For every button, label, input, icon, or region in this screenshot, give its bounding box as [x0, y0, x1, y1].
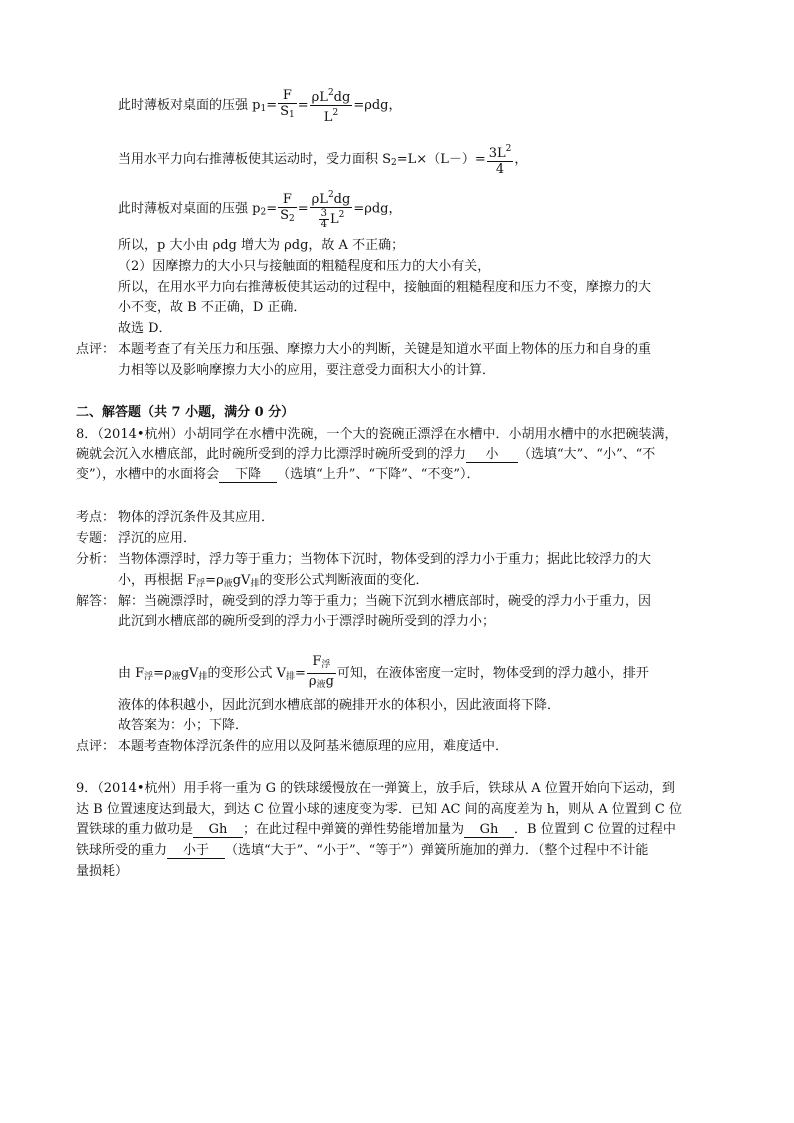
p2-eq: = — [266, 201, 278, 217]
p1-eq: = — [266, 98, 278, 113]
q8-fenxi-2 — [118, 573, 428, 592]
q8-jieda-3 — [118, 654, 649, 693]
q8-line-3-tail: （选填“上升”、“下降”、“不变”）． — [277, 467, 480, 482]
q8-dianping-label: 点评： — [76, 739, 116, 754]
q8-zhuanti: 浮沉的应用． — [118, 531, 197, 546]
comment-line-1: 本题考查了有关压力和压强、摩擦力大小的判断，关键是知道水平面上物体的压力和自身的重 — [118, 342, 652, 357]
q8-jieda-3c: gV — [180, 666, 199, 681]
area-line — [118, 142, 527, 177]
q8-jieda-3e: = — [295, 666, 306, 681]
area-frac-num-text: 3L — [488, 146, 506, 161]
q9-answer-3: 小于 — [167, 843, 225, 859]
area-fraction — [487, 142, 514, 177]
q8-fenxi-label: 分析： — [76, 552, 116, 567]
p2-frac2-num-tail: dg — [333, 192, 351, 207]
p2-frac1-den-text: S — [280, 207, 290, 223]
p1-fraction-1 — [278, 88, 297, 123]
p1-frac2-den-text: L — [323, 110, 333, 125]
q8-jieda-3-sub1: 浮 — [144, 672, 154, 682]
q8-zhuanti-label: 专题： — [76, 531, 116, 546]
q8-fenxi-2a: 小，再根据 F — [118, 573, 197, 588]
q8-vf-den-text: ρ — [308, 674, 317, 689]
q9-line-4b: （选填“大于”、“小于”、“等于”）弹簧所施加的弹力．（整个过程中不计能 — [225, 843, 649, 858]
pressure-p2-line — [118, 188, 402, 230]
p2-frac1-den-sub: 2 — [289, 213, 295, 224]
p2-four: 4 — [320, 219, 327, 230]
section-title: 二、解答题（共 7 小题，满分 0 分） — [76, 405, 295, 420]
q8-jieda-3-sub4: 排 — [286, 672, 296, 682]
q8-line-2-tail: （选填“大”、“小”、“不 — [518, 447, 656, 462]
p1-frac2-num-sup: 2 — [327, 88, 334, 98]
p2-three-quarters — [319, 209, 329, 230]
comment-line-2: 力相等以及影响摩擦力大小的应用，要注意受力面积大小的计算． — [118, 363, 496, 378]
p1-frac2-num-text: ρL — [311, 90, 328, 105]
q9-line-4 — [76, 843, 648, 859]
q8-kaodian: 物体的浮沉条件及其应用． — [118, 510, 275, 525]
q9-line-3c: ．B 位置到 C 位置的过程中 — [514, 822, 676, 837]
area-frac-num-sup: 2 — [505, 144, 512, 154]
q8-kaodian-label: 考点： — [76, 510, 116, 525]
q8-answer-2: 下降 — [219, 467, 277, 483]
q9-line-4a: 铁球所受的重力 — [76, 843, 168, 858]
p1-prefix: 此时薄板对桌面的压强 p — [118, 98, 261, 113]
q8-line-2-text: 碗就会沉入水槽底部，此时碗所受到的浮力比漂浮时碗所受到的浮力 — [76, 447, 467, 462]
friction-line-1: （2）因摩擦力的大小只与接触面的粗糙程度和压力的大小有关， — [118, 259, 491, 274]
p2-prefix: 此时薄板对桌面的压强 p — [118, 201, 261, 217]
q8-line-3 — [76, 467, 480, 483]
q8-jieda-3f: 可知，在液体密度一定时，物体受到的浮力越小，排开 — [336, 666, 649, 681]
q8-jieda-3a: 由 F — [118, 666, 145, 681]
area-sub: 2 — [391, 158, 397, 168]
q8-jieda-1: 解：当碗漂浮时，碗受到的浮力等于重力；当碗下沉到水槽底部时，碗受的浮力小于重力，因 — [118, 594, 652, 609]
q9-line-5: 量损耗） — [76, 864, 129, 879]
q8-fenxi-2-sub2: 液 — [223, 579, 233, 589]
q8-vf-den-tail: g — [325, 674, 334, 689]
q8-jieda-3d: 的变形公式 V — [207, 666, 286, 681]
p2-frac2-num — [310, 188, 353, 208]
friction-line-2: 所以，在用水平力向右推薄板使其运动的过程中，接触面的粗糙程度和压力不变，摩擦力的大 — [118, 280, 652, 295]
p1-result: =ρdg， — [353, 98, 402, 113]
friction-line-3: 小不变，故 B 不正确，D 正确． — [118, 300, 307, 315]
p2-frac2-num-sup: 2 — [327, 190, 334, 200]
q8-vf-den-sub: 液 — [316, 680, 326, 690]
q9-line-3b: ；在此过程中弹簧的弹性势能增加量为 — [243, 822, 465, 837]
p1-frac2-den-sup: 2 — [332, 108, 339, 118]
q8-fenxi-1: 当物体漂浮时，浮力等于重力；当物体下沉时，物体受到的浮力小于重力；据此比较浮力的大 — [118, 552, 652, 567]
q8-jieda-3-sub2: 液 — [171, 672, 181, 682]
p2-three: 3 — [320, 208, 327, 219]
q8-dianping: 本题考查物体浮沉条件的应用以及阿基米德原理的应用，难度适中． — [118, 739, 509, 754]
p2-frac1-den — [278, 208, 297, 227]
p1-frac1-num: F — [278, 88, 297, 104]
p2-frac2-den-sup: 2 — [338, 210, 345, 220]
q8-jieda-3-sub3: 排 — [198, 672, 208, 682]
q9-line-3 — [76, 822, 676, 838]
p1-frac1-den-text: S — [280, 104, 290, 119]
p2-fraction-1 — [278, 192, 297, 227]
q8-vf-num-sub: 浮 — [321, 660, 331, 670]
p1-frac2-num — [310, 86, 353, 106]
q8-line-2 — [76, 447, 655, 463]
q8-fenxi-2b: =ρ — [205, 573, 224, 588]
p1-frac2-den — [310, 106, 353, 125]
q8-vf-num — [307, 654, 336, 674]
q8-fenxi-2-sub3: 排 — [250, 579, 260, 589]
area-suffix: ， — [514, 152, 528, 167]
p1-sub: 1 — [260, 104, 267, 114]
p1-eq2: = — [297, 98, 309, 113]
p1-frac1-den — [278, 104, 297, 123]
q8-jieda-2: 此沉到水槽底部的碗所受到的浮力小于漂浮时碗所受到的浮力小； — [118, 614, 496, 629]
pressure-p1-line — [118, 86, 402, 125]
q8-jieda-label: 解答： — [76, 594, 116, 609]
q8-line-1: 8．（2014•杭州）小胡同学在水槽中洗碗，一个大的瓷碗正漂浮在水槽中．小胡用水槽中的水把碗装满， — [76, 427, 678, 442]
p2-sub: 2 — [260, 207, 267, 218]
q9-line-3a: 置铁球的重力做功是 — [76, 822, 194, 837]
area-mid: =L×（L－）= — [396, 152, 486, 167]
q9-line-2: 达 B 位置速度达到最大，到达 C 位置小球的速度变为零．已知 AC 间的高度差为 h，则从 A 位置到 C 位 — [76, 802, 682, 817]
q8-vf-num-text: F — [312, 654, 322, 669]
p2-frac2-den — [310, 208, 353, 230]
q8-line-3-text: 变”），水槽中的水面将会 — [76, 467, 220, 482]
p2-frac1-num: F — [278, 192, 297, 208]
p1-frac1-den-sub: 1 — [289, 110, 295, 120]
q9-answer-1: Gh — [193, 822, 243, 838]
area-prefix: 当用水平力向右推薄板使其运动时，受力面积 S — [118, 152, 392, 167]
comment-label: 点评： — [76, 342, 116, 357]
p1-fraction-2 — [310, 86, 353, 125]
p2-result: =ρdg， — [353, 201, 402, 217]
area-frac-den: 4 — [495, 162, 505, 177]
q8-jieda-5: 故答案为：小；下降． — [118, 718, 249, 733]
q8-fenxi-2-sub1: 浮 — [196, 579, 206, 589]
q8-volume-fraction — [307, 654, 336, 693]
q8-answer-1: 小 — [466, 447, 518, 463]
q9-line-1: 9．（2014•杭州）用手将一重为 G 的铁球缓慢放在一弹簧上，放手后，铁球从 A 位置开始向下运动，到 — [76, 781, 675, 796]
choose-line: 故选 D． — [118, 321, 172, 336]
q8-fenxi-2d: 的变形公式判断液面的变化． — [259, 573, 429, 588]
q8-jieda-3b: =ρ — [153, 666, 172, 681]
q8-fenxi-2c: gV — [232, 573, 251, 588]
q8-vf-den — [307, 674, 336, 693]
p1-frac2-num-tail: dg — [333, 90, 351, 105]
p2-eq2: = — [297, 201, 309, 217]
p2-frac2-den-l: L — [329, 212, 339, 227]
p2-frac2-num-text: ρL — [311, 192, 328, 207]
p2-fraction-2 — [310, 188, 353, 230]
q8-jieda-4: 液体的体积越小，因此沉到水槽底部的碗排开水的体积小，因此液面将下降． — [118, 698, 561, 713]
therefore-line: 所以，p 大小由 ρdg 增大为 ρdg，故 A 不正确； — [118, 238, 405, 253]
area-frac-num — [487, 142, 514, 162]
q9-answer-2: Gh — [464, 822, 514, 838]
